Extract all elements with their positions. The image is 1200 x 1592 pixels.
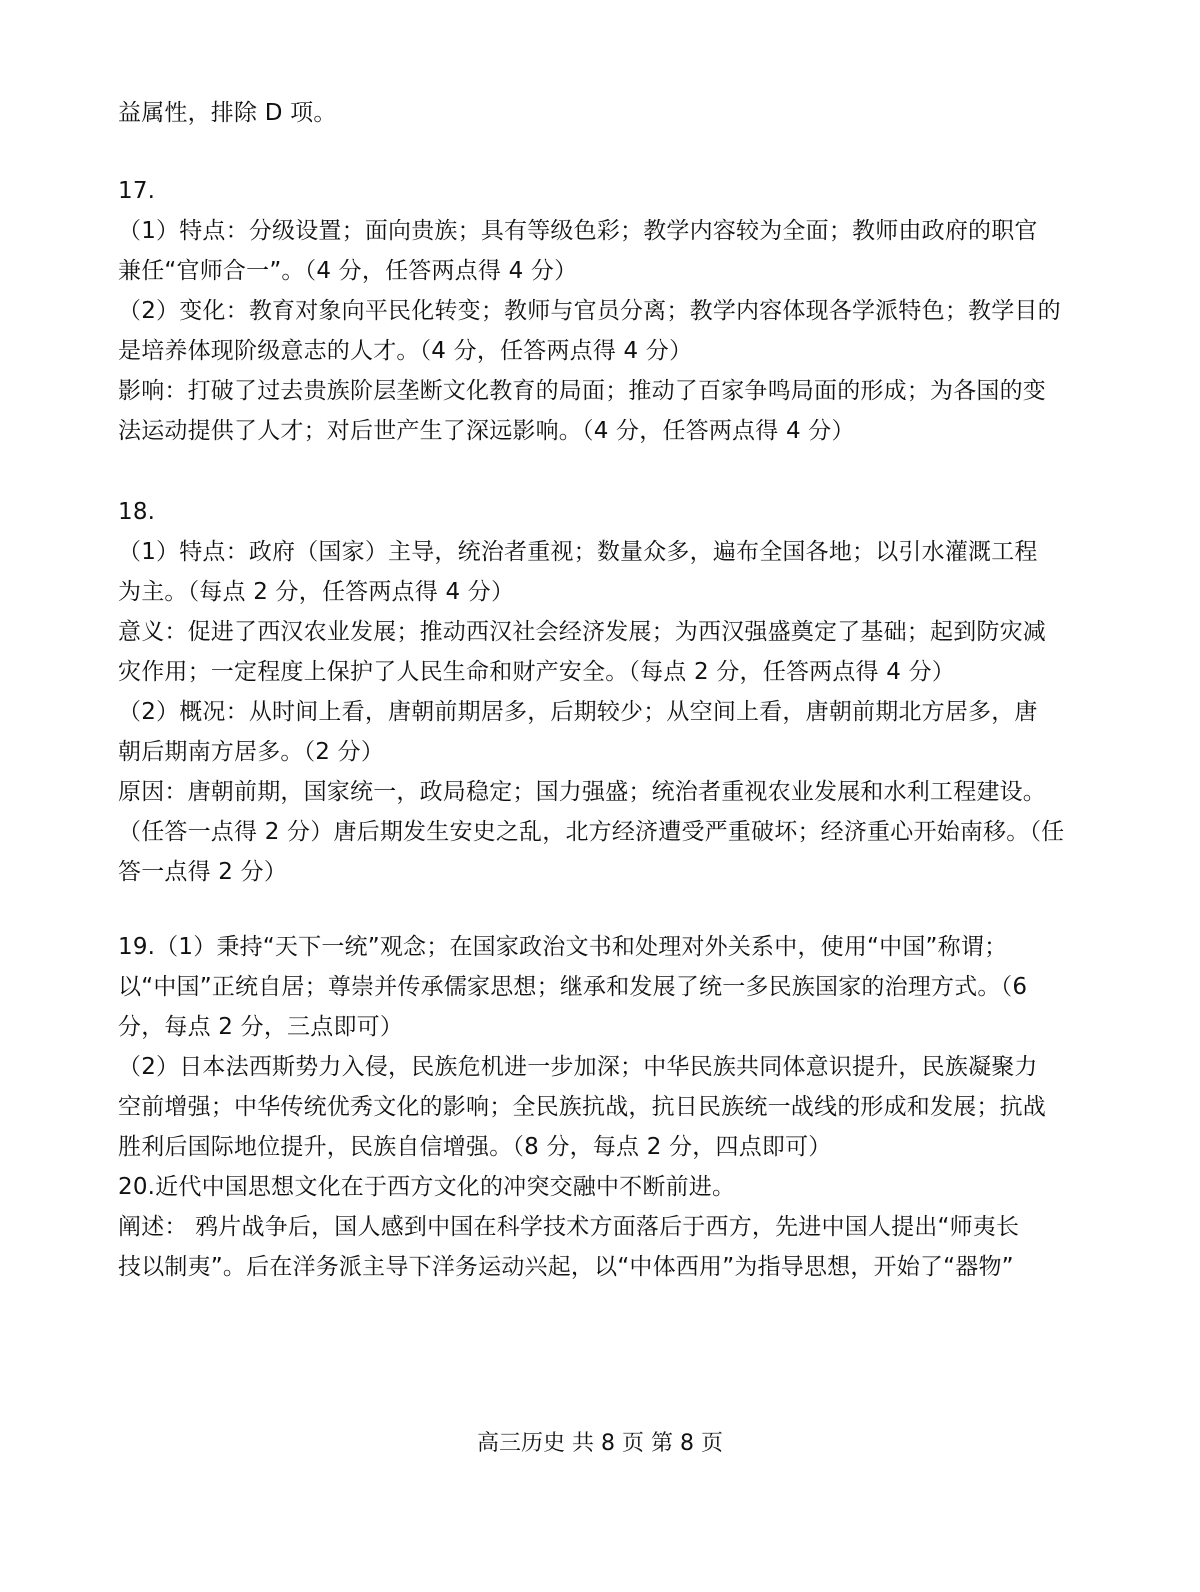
text-line: 以“中国”正统自居；尊崇并传承儒家思想；继承和发展了统一多民族国家的治理方式。（6	[118, 974, 1028, 1000]
text-line: （2）日本法西斯势力入侵，民族危机进一步加深；中华民族共同体意识提升，民族凝聚力	[118, 1054, 1038, 1080]
text-line: 灾作用；一定程度上保护了人民生命和财产安全。（每点 2 分，任答两点得 4 分）	[118, 659, 956, 685]
question-number-18: 18.	[118, 499, 156, 525]
text-line: 益属性，排除 D 项。	[118, 100, 337, 126]
text-line: 原因：唐朝前期，国家统一，政局稳定；国力强盛；统治者重视农业发展和水利工程建设。	[118, 779, 1046, 805]
text-line: 分，每点 2 分，三点即可）	[118, 1014, 404, 1040]
text-line: 胜利后国际地位提升，民族自信增强。（8 分，每点 2 分，四点即可）	[118, 1134, 832, 1160]
text-line: 答一点得 2 分）	[118, 859, 288, 885]
text-line: 兼任“官师合一”。（4 分，任答两点得 4 分）	[118, 258, 578, 284]
text-line: （1）特点：政府（国家）主导，统治者重视；数量众多，遍布全国各地；以引水灌溉工程	[118, 539, 1038, 565]
text-line: 是培养体现阶级意志的人才。（4 分，任答两点得 4 分）	[118, 338, 693, 364]
text-line: 空前增强；中华传统优秀文化的影响；全民族抗战，抗日民族统一战线的形成和发展；抗战	[118, 1094, 1046, 1120]
text-line: 朝后期南方居多。（2 分）	[118, 739, 385, 765]
text-line: （任答一点得 2 分）唐后期发生安史之乱，北方经济遭受严重破坏；经济重心开始南移。（任	[118, 819, 1065, 845]
question-number-17: 17.	[118, 178, 156, 204]
text-line: 为主。（每点 2 分，任答两点得 4 分）	[118, 579, 515, 605]
question-19: 19.（1）秉持“天下一统”观念；在国家政治文书和处理对外关系中，使用“中国”称谓；	[118, 934, 1008, 960]
text-line: （2）变化：教育对象向平民化转变；教师与官员分离；教学内容体现各学派特色；教学目的	[118, 298, 1061, 324]
question-20: 20.近代中国思想文化在于西方文化的冲突交融中不断前进。	[118, 1174, 736, 1200]
text-line: 意义：促进了西汉农业发展；推动西汉社会经济发展；为西汉强盛奠定了基础；起到防灾减	[118, 619, 1046, 645]
text-line: 影响：打破了过去贵族阶层垄断文化教育的局面；推动了百家争鸣局面的形成；为各国的变	[118, 378, 1046, 404]
text-line: （1）特点：分级设置；面向贵族；具有等级色彩；教学内容较为全面；教师由政府的职官	[118, 218, 1038, 244]
text-line: 法运动提供了人才；对后世产生了深远影响。（4 分，任答两点得 4 分）	[118, 418, 855, 444]
page-footer: 高三历史 共 8 页 第 8 页	[477, 1431, 723, 1456]
text-line: 技以制夷”。后在洋务派主导下洋务运动兴起，以“中体西用”为指导思想，开始了“器物”	[118, 1254, 1014, 1280]
text-line: 阐述： 鸦片战争后，国人感到中国在科学技术方面落后于西方，先进中国人提出“师夷长	[118, 1214, 1020, 1240]
text-line: （2）概况：从时间上看，唐朝前期居多，后期较少；从空间上看，唐朝前期北方居多，唐	[118, 699, 1038, 725]
